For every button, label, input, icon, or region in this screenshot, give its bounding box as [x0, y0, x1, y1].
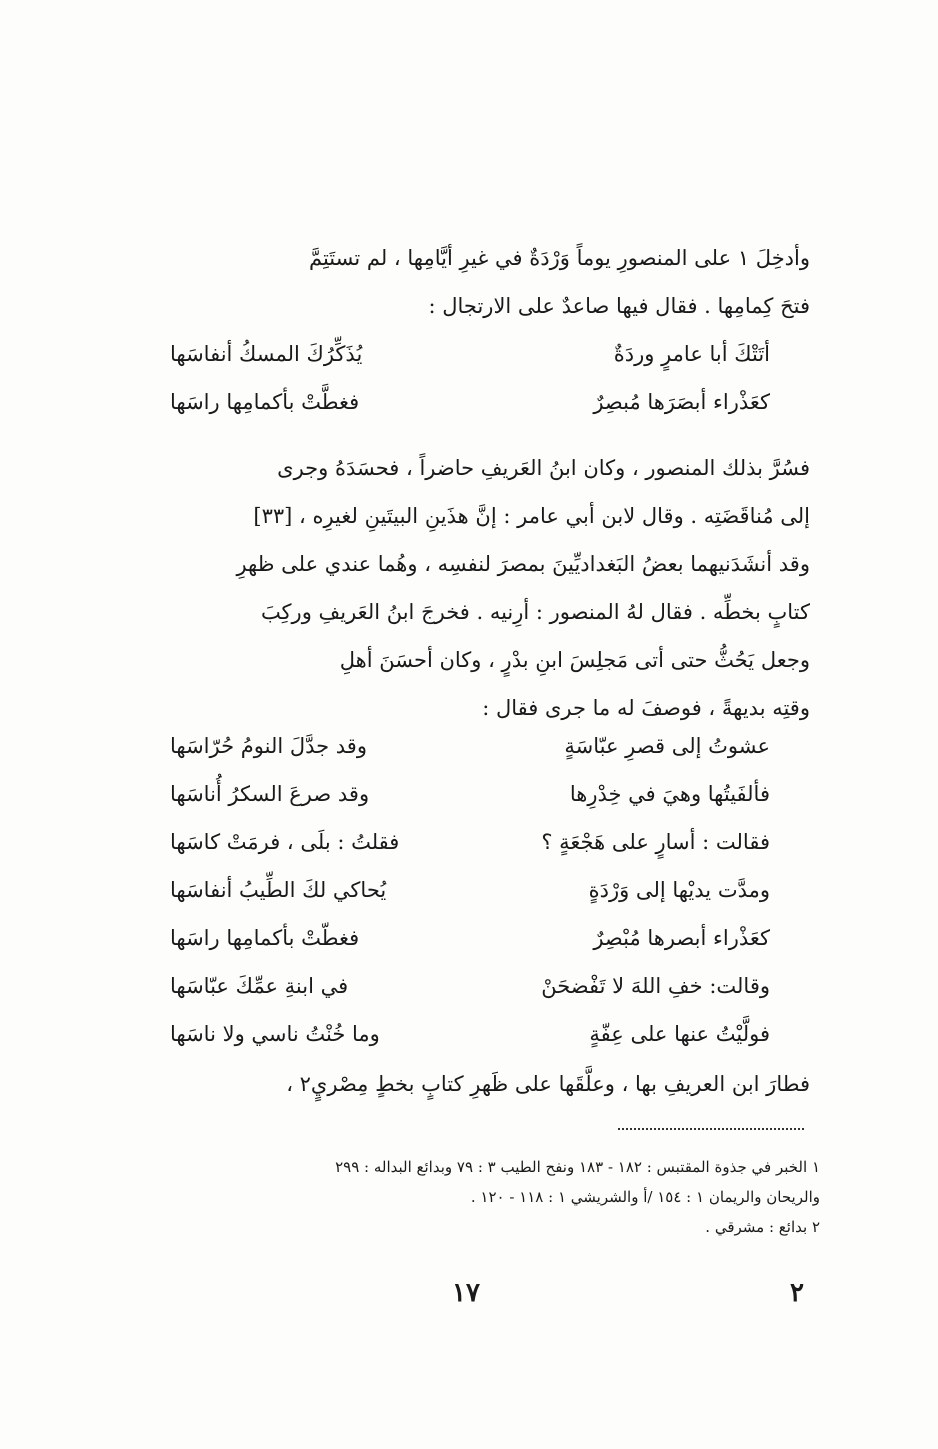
first-hemistich: فولَّيْتُ عنها على عِفّةٍ: [589, 1022, 770, 1046]
page-number: ١٧: [452, 1278, 480, 1308]
closing-paragraph: [130, 1060, 810, 1108]
footnotes: [140, 1152, 820, 1242]
verse-line: [170, 866, 770, 914]
footnote-1-continued: والريحان والريمان ١ : ١٥٤ /أ والشريشي ١ : ١١٨ - ١٢٠ .: [470, 1188, 820, 1206]
second-hemistich: يُحاكي لكَ الطِّيبُ أنفاسَها: [170, 878, 387, 902]
footnote-separator: [618, 1128, 804, 1130]
first-hemistich: كعَذْراء أبصَرَها مُبصِرٌ: [593, 390, 770, 414]
second-hemistich: فغطّتْ بأكمامِها راسَها: [170, 926, 360, 950]
verse-line: [170, 1010, 770, 1058]
first-hemistich: فألفَيتُها وهيَ في خِدْرِها: [569, 782, 770, 806]
body-line-1: فسُرَّ بذلك المنصور ، وكان ابنُ العَريفِ حاضراً ، فحسَدَهُ وجرى: [277, 456, 810, 480]
intro-line-1: وأدخِلَ ١ على المنصورِ يوماً وَرْدَةٌ في غيرِ أيَّامِها ، لم تستَتِمَّ: [308, 246, 810, 270]
body-line-4: كتابٍ بخطِّه . فقال لهُ المنصور : أرِنيه . فخرجَ ابنُ العَريفِ وركِبَ: [260, 600, 810, 624]
verse-line: [170, 330, 770, 378]
first-hemistich: ومدَّت يديْها إلى وَرْدَةٍ: [588, 878, 770, 902]
body-paragraph: [130, 444, 810, 732]
first-hemistich: فقالت : أسارٍ على هَجْعَةٍ ؟: [541, 830, 770, 854]
body-line-5: وجعل يَحُثُّ حتى أتى مَجلِسَ ابنِ بدْرٍ ، وكان أحسَنَ أهلِ: [339, 648, 810, 672]
closing-line: فطارَ ابن العريفِ بها ، وعلَّقَها على ظَهرِ كتابٍ بخطٍ مِصْريٍ٢ ،: [286, 1072, 810, 1096]
second-hemistich: في ابنةِ عمِّكَ عبّاسَها: [170, 974, 349, 998]
poem-2: [170, 722, 770, 1058]
first-hemistich: كعَذْراء أبصرها مُبْصِرٌ: [593, 926, 770, 950]
verse-line: [170, 378, 770, 426]
body-line-2: إلى مُناقَضَتِه . وقال لابن أبي عامر : إنَّ هذَينِ البيتَينِ لغيرِه ، [٣٣]: [253, 504, 810, 528]
footnote-1: ١ الخبر في جذوة المقتبس : ١٨٢ - ١٨٣ ونفح الطيب ٣ : ٧٩ وبدائع البداله : ٢٩٩: [335, 1158, 820, 1176]
verse-line: [170, 722, 770, 770]
verse-line: [170, 770, 770, 818]
first-hemistich: وقالت: خفِ اللهَ لا تَفْضحَنْ: [541, 974, 770, 998]
second-hemistich: وما خُنْتُ ناسي ولا ناسَها: [170, 1022, 380, 1046]
second-hemistich: فغطَّتْ بأكمامِها راسَها: [170, 390, 360, 414]
verse-line: [170, 914, 770, 962]
body-line-3: وقد أنشَدَنيهما بعضُ البَغداديِّينَ بمصرَ لنفسِه ، وهُما عندي على ظهرِ: [236, 552, 810, 576]
second-hemistich: فقلتُ : بلَى ، فرمَتْ كاسَها: [170, 830, 400, 854]
poem-1: [170, 330, 770, 426]
body-line-6: وقتِه بديهةً ، فوصفَ له ما جرى فقال :: [482, 696, 810, 720]
second-hemistich: يُذَكِّرُكَ المسكُ أنفاسَها: [170, 342, 363, 366]
first-hemistich: عشوتُ إلى قصرِ عبّاسَةٍ: [564, 734, 770, 758]
first-hemistich: أتَتْكَ أبا عامرٍ وردَةٌ: [613, 342, 770, 366]
verse-line: [170, 962, 770, 1010]
second-hemistich: وقد صرعَ السكرُ أُناسَها: [170, 782, 370, 806]
intro-paragraph: [130, 234, 810, 330]
intro-line-2: فتحَ كِمامِها . فقال فيها صاعدٌ على الارتجال :: [428, 294, 810, 318]
signature-number: ٢: [790, 1278, 804, 1308]
second-hemistich: وقد جدَّلَ النومُ حُرّاسَها: [170, 734, 367, 758]
footnote-2: ٢ بدائع : مشرقي .: [705, 1218, 820, 1236]
verse-line: [170, 818, 770, 866]
